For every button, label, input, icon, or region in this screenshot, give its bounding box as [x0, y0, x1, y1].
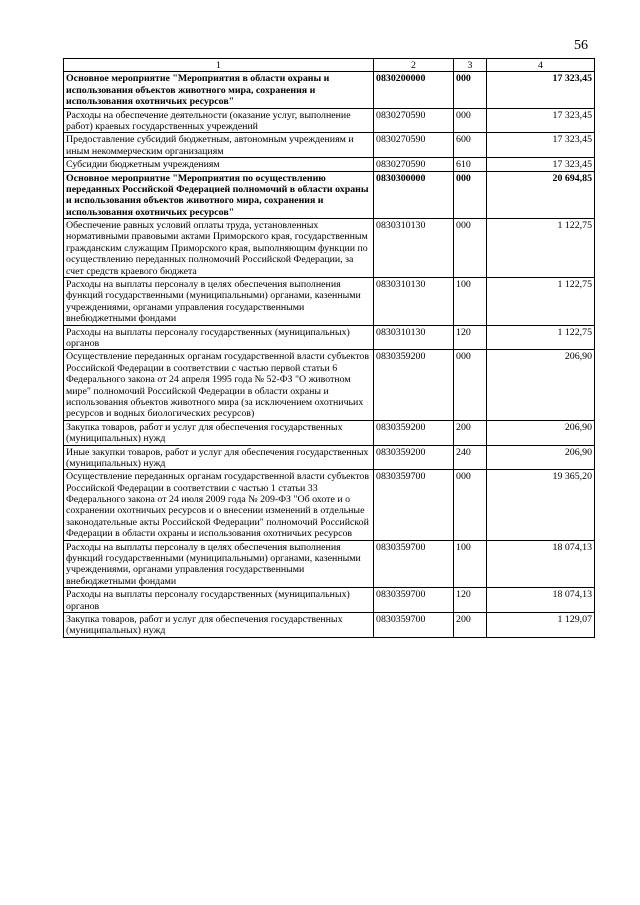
row-name-cell: Обеспечение равных условий оплаты труда, установленных нормативными правовыми актами Приморского края, государственным гражданским служащим Приморского края, выполняющим функции по осуществлению переданных полномочий Российской Федерации, за счет средств краевого бюджета: [64, 219, 374, 278]
table-body: [64, 72, 595, 637]
row-name-cell: Закупка товаров, работ и услуг для обеспечения государственных (муниципальных) нужд: [64, 420, 374, 445]
column-header-3: 3: [454, 59, 487, 72]
row-amount-cell: 1 122,75: [487, 278, 595, 326]
row-type-cell: 200: [454, 420, 487, 445]
table-row: [64, 540, 595, 588]
table-row: [64, 612, 595, 637]
row-type-cell: 120: [454, 588, 487, 613]
row-code-cell: 0830359200: [374, 420, 454, 445]
row-type-cell: 100: [454, 278, 487, 326]
row-code-cell: 0830359700: [374, 470, 454, 540]
table-row: [64, 445, 595, 470]
row-amount-cell: 18 074,13: [487, 588, 595, 613]
row-amount-cell: 19 365,20: [487, 470, 595, 540]
row-code-cell: 0830359700: [374, 588, 454, 613]
row-code-cell: 0830359200: [374, 350, 454, 420]
table-row: [64, 219, 595, 278]
table-row: [64, 158, 595, 171]
column-header-2: 2: [374, 59, 454, 72]
row-name-cell: Закупка товаров, работ и услуг для обеспечения государственных (муниципальных) нужд: [64, 612, 374, 637]
table-row: [64, 278, 595, 326]
row-code-cell: 0830310130: [374, 219, 454, 278]
page-number: 56: [574, 38, 588, 53]
row-amount-cell: 1 129,07: [487, 612, 595, 637]
table-row: [64, 108, 595, 133]
column-header-1: 1: [64, 59, 374, 72]
table-row: [64, 72, 595, 108]
row-code-cell: 0830359700: [374, 612, 454, 637]
header-row: [64, 59, 595, 72]
row-name-cell: Осуществление переданных органам государственной власти субъектов Российской Федерации в соответствии с частью 1 статьи 33 Федерального закона от 24 июля 2009 года № 209-ФЗ "Об охоте и о сохранении охотничьих ресурсов и о внесении изменений в отдельные законодательные акты Российской Федерации" полномочий Российской Федерации в области охраны и использования охотничьих ресурсов: [64, 470, 374, 540]
table-row: [64, 325, 595, 350]
row-code-cell: 0830270590: [374, 108, 454, 133]
row-amount-cell: 206,90: [487, 350, 595, 420]
row-amount-cell: 17 323,45: [487, 108, 595, 133]
table-row: [64, 350, 595, 420]
row-type-cell: 610: [454, 158, 487, 171]
row-code-cell: 0830310130: [374, 278, 454, 326]
row-amount-cell: 206,90: [487, 420, 595, 445]
row-type-cell: 100: [454, 540, 487, 588]
row-code-cell: 0830359200: [374, 445, 454, 470]
row-amount-cell: 17 323,45: [487, 158, 595, 171]
row-type-cell: 000: [454, 350, 487, 420]
row-name-cell: Основное мероприятие "Мероприятия по осуществлению переданных Российской Федерацией полномочий в области охраны и использования объектов животного мира, сохранения и использования охотничьих ресурсов": [64, 171, 374, 219]
row-amount-cell: 18 074,13: [487, 540, 595, 588]
row-name-cell: Осуществление переданных органам государственной власти субъектов Российской Федерации в соответствии с частью первой статьи 6 Федерального закона от 24 апреля 1995 года № 52-ФЗ "О животном мире" полномочий Российской Федерации в области охраны и использования объектов животного мира (за исключением охотничьих ресурсов и водных биологических ресурсов): [64, 350, 374, 420]
row-type-cell: 200: [454, 612, 487, 637]
row-name-cell: Основное мероприятие "Мероприятия в области охраны и использования объектов животного мира, сохранения и использования охотничьих ресурсов": [64, 72, 374, 108]
column-header-4: 4: [487, 59, 595, 72]
row-name-cell: Предоставление субсидий бюджетным, автономным учреждениям и иным некоммерческим организациям: [64, 133, 374, 158]
row-name-cell: Расходы на выплаты персоналу в целях обеспечения выполнения функций государственными (муниципальными) органами, казенными учреждениями, органами управления государственными внебюджетными фондами: [64, 540, 374, 588]
table-row: [64, 588, 595, 613]
row-code-cell: 0830200000: [374, 72, 454, 108]
row-code-cell: 0830359700: [374, 540, 454, 588]
table-row: [64, 420, 595, 445]
row-amount-cell: 17 323,45: [487, 72, 595, 108]
row-type-cell: 000: [454, 470, 487, 540]
row-code-cell: 0830310130: [374, 325, 454, 350]
row-name-cell: Расходы на выплаты персоналу государственных (муниципальных) органов: [64, 325, 374, 350]
budget-table: [63, 58, 595, 638]
row-amount-cell: 20 694,85: [487, 171, 595, 219]
table-row: [64, 470, 595, 540]
table-row: [64, 171, 595, 219]
row-amount-cell: 206,90: [487, 445, 595, 470]
row-type-cell: 000: [454, 171, 487, 219]
row-type-cell: 000: [454, 108, 487, 133]
row-code-cell: 0830270590: [374, 133, 454, 158]
row-amount-cell: 1 122,75: [487, 219, 595, 278]
row-type-cell: 600: [454, 133, 487, 158]
row-name-cell: Субсидии бюджетным учреждениям: [64, 158, 374, 171]
row-type-cell: 000: [454, 72, 487, 108]
row-type-cell: 240: [454, 445, 487, 470]
row-amount-cell: 17 323,45: [487, 133, 595, 158]
row-code-cell: 0830270590: [374, 158, 454, 171]
row-name-cell: Расходы на обеспечение деятельности (оказание услуг, выполнение работ) краевых государственных учреждений: [64, 108, 374, 133]
row-name-cell: Иные закупки товаров, работ и услуг для обеспечения государственных (муниципальных) нужд: [64, 445, 374, 470]
row-type-cell: 000: [454, 219, 487, 278]
row-name-cell: Расходы на выплаты персоналу в целях обеспечения выполнения функций государственными (муниципальными) органами, казенными учреждениями, органами управления государственными внебюджетными фондами: [64, 278, 374, 326]
row-type-cell: 120: [454, 325, 487, 350]
row-amount-cell: 1 122,75: [487, 325, 595, 350]
row-code-cell: 0830300000: [374, 171, 454, 219]
row-name-cell: Расходы на выплаты персоналу государственных (муниципальных) органов: [64, 588, 374, 613]
table-row: [64, 133, 595, 158]
